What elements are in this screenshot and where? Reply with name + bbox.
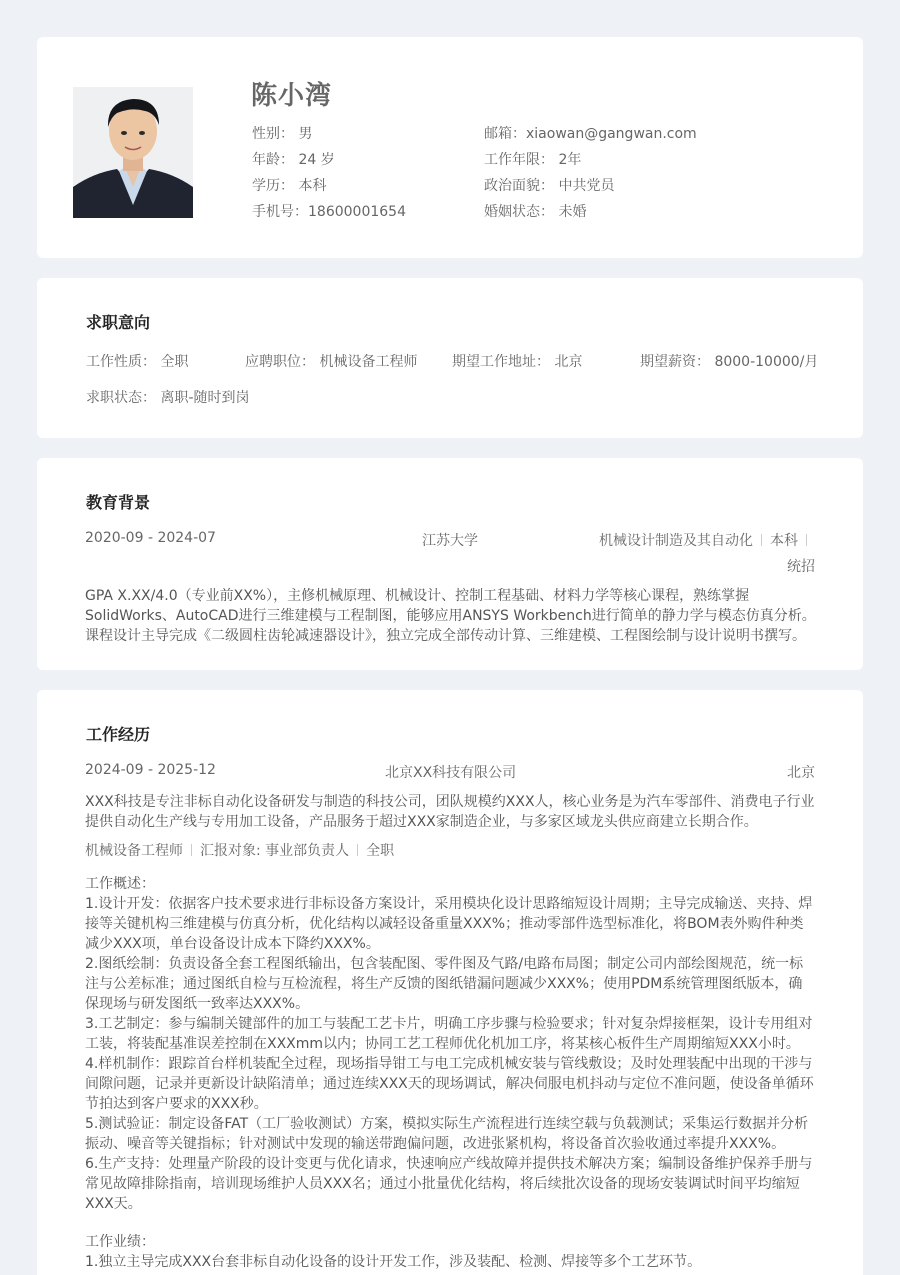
gender-field: 性别： 男	[252, 126, 313, 142]
overview-line: 4.样机制作：跟踪首台样机装配全过程，现场指导钳工与电工完成机械安装与管线敷设；及时处理装配中出现的干涉与	[85, 1056, 813, 1072]
edu-desc-line: SolidWorks、AutoCAD进行三维建模与工程制图，能够应用ANSYS Workbench进行简单的静力学与模态仿真分析。	[85, 608, 816, 624]
overview-line: 1.设计开发：依据客户技术要求进行非标设备方案设计，采用模块化设计思路缩短设计周期；主导完成输送、夹持、焊	[85, 896, 813, 912]
email-field: 邮箱：xiaowan@gangwan.com	[484, 126, 697, 142]
overview-line: 工装，将装配基准误差控制在XXXmm以内；协同工艺工程师优化机加工序，将某核心板件生产周期缩短XXX小时。	[85, 1036, 800, 1052]
job-type: 工作性质： 全职	[86, 354, 189, 370]
work-period: 2024-09 - 2025-12	[85, 762, 216, 778]
overview-line: 间隙问题，记录并更新设计缺陷清单；通过连续XXX天的现场调试，解决伺服电机抖动与定位不准问题，使设备单循环	[85, 1076, 814, 1092]
marital-field: 婚姻状态： 未婚	[484, 204, 587, 220]
work-company: 北京XX科技有限公司	[385, 765, 517, 781]
edu-school: 江苏大学	[422, 533, 478, 549]
job-position: 应聘职位： 机械设备工程师	[245, 354, 418, 370]
politics-field: 政治面貌： 中共党员	[484, 178, 615, 194]
overview-line: 节拍达到客户要求的XXX秒。	[85, 1096, 268, 1112]
job-location: 期望工作地址： 北京	[452, 354, 583, 370]
company-desc-line: 提供自动化生产线与专用加工设备，产品服务于超过XXX家制造企业，与多家区域龙头供应商建立长期合作。	[85, 814, 758, 830]
edu-desc-line: 课程设计主导完成《二级圆柱齿轮减速器设计》，独立完成全部传动计算、三维建模、工程图绘制与设计说明书撰写。	[85, 628, 806, 644]
achievement-label: 工作业绩：	[85, 1234, 155, 1250]
education-title: 教育背景	[86, 493, 151, 512]
company-description	[85, 792, 817, 832]
edu-description	[85, 586, 817, 646]
age-field: 年龄： 24 岁	[252, 152, 335, 168]
overview-line: 常见故障排除指南，培训现场维护人员XXX名；通过小批量优化结构，将后续批次设备的现场安装调试时间平均缩短	[85, 1176, 800, 1192]
job-salary: 期望薪资： 8000-10000/月	[640, 354, 819, 370]
overview-line: 5.测试验证：制定设备FAT（工厂验收测试）方案，模拟实际生产流程进行连续空载与负载测试；采集运行数据并分析	[85, 1116, 809, 1132]
work-city: 北京	[787, 765, 815, 781]
work-role-line	[85, 840, 394, 860]
edu-major-line	[599, 530, 815, 550]
avatar	[73, 87, 193, 218]
overview-line: 3.工艺制定：参与编制关键部件的加工与装配工艺卡片，明确工序步骤与检验要求；针对复杂焊接框架，设计专用组对	[85, 1016, 813, 1032]
edu-major: 机械设计制造及其自动化	[599, 533, 753, 549]
phone-field: 手机号：18600001654	[252, 204, 406, 220]
education-card	[37, 458, 863, 670]
edu-mode: 统招	[787, 559, 815, 575]
divider	[761, 534, 762, 546]
overview-label: 工作概述：	[85, 876, 155, 892]
work-type: 全职	[366, 843, 395, 859]
edu-desc-line: GPA X.XX/4.0（专业前XX%），主修机械原理、机械设计、控制工程基础、材料力学等核心课程，熟练掌握	[85, 588, 750, 604]
edu-degree: 本科	[770, 533, 798, 549]
overview-line: 6.生产支持：处理量产阶段的设计变更与优化请求，快速响应产线故障并提供技术解决方案；编制设备维护保养手册与	[85, 1156, 813, 1172]
work-title: 工作经历	[86, 725, 151, 744]
overview-line: 保现场与研发图纸一致率达XXX%。	[85, 996, 310, 1012]
intent-card	[37, 278, 863, 438]
overview-line: 减少XXX项，单台设备设计成本下降约XXX%。	[85, 936, 380, 952]
job-status: 求职状态： 离职-随时到岗	[86, 390, 250, 406]
work-achievement	[85, 1232, 817, 1272]
company-desc-line: XXX科技是专注非标自动化设备研发与制造的科技公司，团队规模约XXX人，核心业务是为汽车零部件、消费电子行业	[85, 794, 815, 810]
years-field: 工作年限： 2年	[484, 152, 582, 168]
overview-line: XXX天。	[85, 1196, 142, 1212]
work-overview	[85, 874, 817, 1214]
intent-title: 求职意向	[86, 313, 151, 332]
work-report: 汇报对象: 事业部负责人	[200, 843, 350, 859]
divider	[806, 534, 807, 546]
overview-line: 振动、噪音等关键指标；针对测试中发现的输送带跑偏问题，改进张紧机构，将设备首次验收通过率提升XXX%。	[85, 1136, 786, 1152]
divider	[357, 844, 358, 856]
achievement-line: 1.独立主导完成XXX台套非标自动化设备的设计开发工作，涉及装配、检测、焊接等多个工艺环节。	[85, 1254, 702, 1270]
overview-line: 接等关键机构三维建模与仿真分析，优化结构以减轻设备重量XXX%；推动零部件选型标准化，将BOM表外购件种类	[85, 916, 804, 932]
profile-card	[37, 37, 863, 258]
education-field: 学历： 本科	[252, 178, 327, 194]
candidate-name: 陈小湾	[251, 81, 333, 111]
work-card	[37, 690, 863, 1275]
work-role: 机械设备工程师	[85, 843, 183, 859]
edu-period: 2020-09 - 2024-07	[85, 530, 216, 546]
overview-line: 注与公差标准；通过图纸自检与互检流程，将生产反馈的图纸错漏问题减少XXX%；使用PDM系统管理图纸版本，确	[85, 976, 803, 992]
overview-line: 2.图纸绘制：负责设备全套工程图纸输出，包含装配图、零件图及气路/电路布局图；制定公司内部绘图规范，统一标	[85, 956, 804, 972]
divider	[191, 844, 192, 856]
